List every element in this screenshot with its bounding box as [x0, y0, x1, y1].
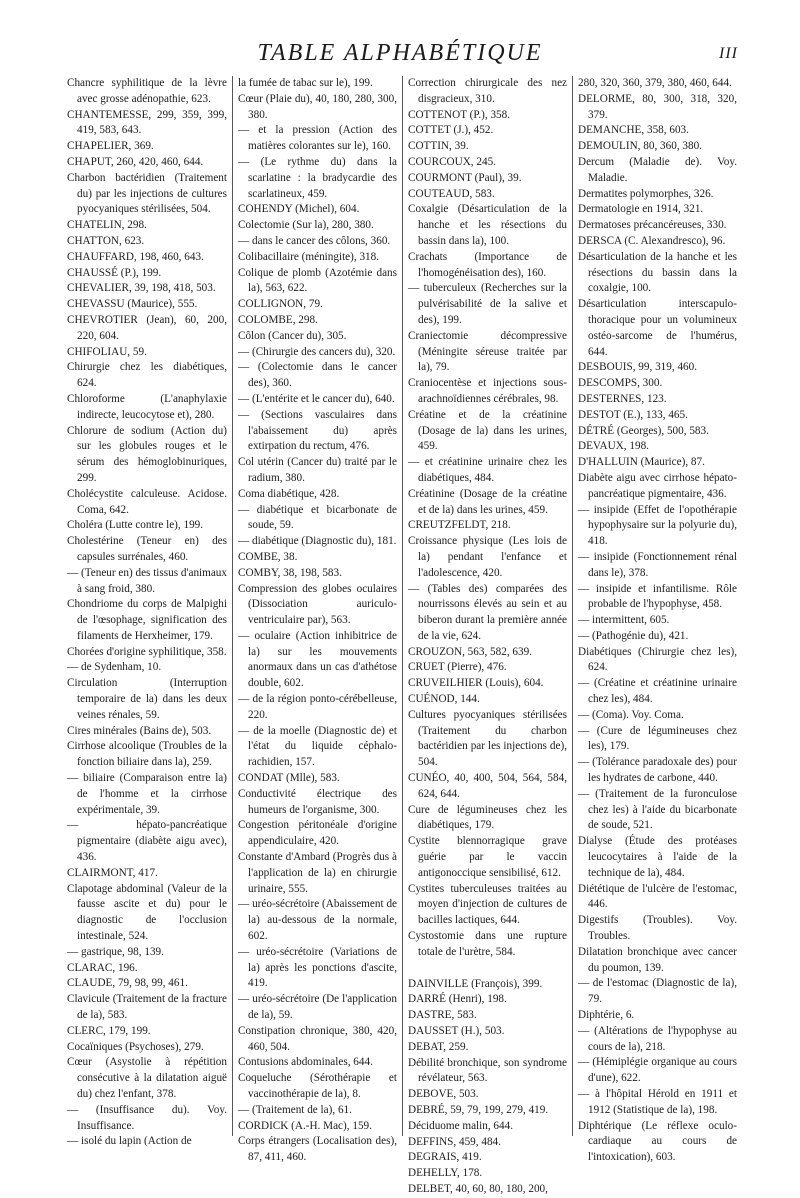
index-entry: COMBY, 38, 198, 583. [238, 566, 342, 579]
index-entry: — gastrique, 98, 139. [67, 945, 164, 958]
index-entry: DEBRÉ, 59, 79, 199, 279, 419. [408, 1104, 549, 1116]
index-entry: — hépato-pancréatique pigmentaire (diabète aigu avec), 436. [67, 819, 227, 864]
index-entry: — (Traitement de la furonculose chez les) à l'aide du bicarbonate de soude, 521. [578, 787, 737, 832]
index-entry: Diabète aigu avec cirrhose hépato-pancréatique pigmentaire, 436. [578, 471, 737, 500]
index-column-1 [62, 76, 232, 1148]
index-entry: CONDAT (Mlle), 583. [238, 772, 340, 785]
index-entry: la fumée de tabac sur le), 199. [238, 77, 373, 89]
index-entry: — (Pathogénie du), 421. [578, 629, 689, 642]
index-entry: Chorées d'origine syphilitique, 358. [67, 645, 227, 658]
index-entry: DASTRE, 583. [408, 1009, 477, 1022]
index-entry: Corps étrangers (Localisation des), 87, 411, 460. [238, 1135, 397, 1164]
index-column-2 [232, 76, 402, 1164]
index-entry: Colique de plomb (Azotémie dans la), 563, 622. [238, 266, 397, 295]
index-entry: Contusions abdominales, 644. [238, 1056, 373, 1069]
index-entry: COMBE, 38. [238, 550, 298, 563]
index-entry: — intermittent, 605. [578, 614, 670, 627]
index-column-4 [572, 76, 742, 1164]
index-entry: — (Hémiplégie organique au cours d'une), 622. [578, 1056, 737, 1085]
index-entry: Col utérin (Cancer du) traité par le radium, 380. [238, 456, 397, 484]
index-entry: Cires minérales (Bains de), 503. [67, 724, 212, 737]
index-entry: DELBET, 40, 60, 80, 180, 200, [408, 1182, 548, 1195]
index-entry: COLLIGNON, 79. [238, 298, 323, 311]
index-entry: CLERC, 179, 199. [67, 1024, 151, 1037]
index-entry: COLOMBE, 298. [238, 313, 318, 326]
index-entry: CHEVASSU (Maurice), 555. [67, 298, 198, 311]
index-entry: — diabétique (Diagnostic du), 181. [238, 535, 397, 548]
index-entry: COTTET (J.), 452. [408, 124, 494, 137]
index-entry: Débilité bronchique, son syndrome révélateur, 563. [408, 1056, 567, 1085]
index-entry: Compression des globes oculaires (Dissociation auriculo-ventriculaire par), 563. [238, 582, 397, 627]
index-entry: Cœur (Asystolie à répétition consécutive à la dilatation aiguë du) chez l'enfant, 378. [67, 1056, 227, 1100]
page-header [62, 40, 738, 80]
index-entry: — uréo-sécrétoire (De l'application de la), 59. [238, 993, 397, 1022]
index-entry: DESTERNES, 123. [578, 392, 667, 405]
index-entry: CRUET (Pierre), 476. [408, 661, 507, 674]
page-title: TABLE ALPHABÉTIQUE [257, 40, 543, 66]
index-entry: Chloroforme (L'anaphylaxie indirecte, leucocytose et), 280. [67, 392, 227, 421]
index-entry: CHATELIN, 298. [67, 219, 147, 232]
index-entry: DEVAUX, 198. [578, 440, 649, 453]
index-entry: CHANTEMESSE, 299, 359, 399, 419, 583, 643. [67, 108, 227, 137]
index-entry: Correction chirurgicale des nez disgracieux, 310. [408, 77, 567, 105]
index-entry: — (Insuffisance du). Voy. Insuffisance. [67, 1103, 227, 1132]
index-entry: Créatinine (Dosage de la créatine et de la) dans les urines, 459. [408, 487, 567, 516]
index-entry: — isolé du lapin (Action de [67, 1135, 192, 1148]
index-entry: Chirurgie chez les diabétiques, 624. [67, 361, 227, 390]
index-entry: Cultures pyocyaniques stérilisées (Traitement du charbon bactéridien par les injections de), 504. [408, 708, 567, 769]
index-entry: CHEVALIER, 39, 198, 418, 503. [67, 282, 216, 295]
index-entry: CLAIRMONT, 417. [67, 866, 158, 879]
index-columns [62, 76, 742, 1195]
index-entry: Dermatoses précancéreuses, 330. [578, 219, 727, 232]
index-entry: — (Teneur en) des tissus d'animaux à sang froid, 380. [67, 566, 227, 595]
index-entry: Coxalgie (Désarticulation de la hanche et les résections du bassin dans la), 100. [408, 203, 567, 247]
index-entry: Coma diabétique, 428. [238, 487, 340, 500]
index-entry: — de la région ponto-cérébelleuse, 220. [238, 693, 397, 721]
index-entry: COURCOUX, 245. [408, 155, 496, 168]
index-entry: — (Cure de légumineuses chez les), 179. [578, 724, 737, 753]
index-entry: DEFFINS, 459, 484. [408, 1135, 501, 1148]
index-entry: Conductivité électrique des humeurs de l'organisme, 300. [238, 787, 397, 816]
index-entry: Cœur (Plaie du), 40, 180, 280, 300, 380. [238, 92, 397, 121]
index-entry: — insipide (Fonctionnement rénal dans le), 378. [578, 550, 737, 579]
index-entry: Cocaïniques (Psychoses), 279. [67, 1040, 204, 1053]
index-entry: DESCOMPS, 300. [578, 377, 663, 390]
index-entry: Déciduome malin, 644. [408, 1119, 514, 1132]
index-entry: — de la moelle (Diagnostic de) et l'état du liquide céphalo-rachidien, 157. [238, 724, 397, 769]
index-entry: CUÉNOD, 144. [408, 693, 480, 706]
index-entry: DEHELLY, 178. [408, 1167, 483, 1180]
index-entry: — (Tolérance paradoxale des) pour les hydrates de carbone, 440. [578, 756, 737, 785]
index-entry: Dialyse (Étude des protéases leucocytaires à l'aide de la technique de la), 484. [578, 835, 737, 879]
index-entry: Charbon bactéridien (Traitement du) par les injections de cultures pyocyaniques stérilisées, 504. [67, 171, 227, 216]
index-entry: CHAUFFARD, 198, 460, 643. [67, 250, 204, 263]
index-entry: DEMANCHE, 358, 603. [578, 124, 689, 137]
index-entry: Chondriome du corps de Malpighi de l'œsophage, signification des filaments de Herxheimer, 179. [67, 598, 227, 642]
index-entry: Colibacillaire (méningite), 318. [238, 250, 380, 263]
index-entry: COHENDY (Michel), 604. [238, 203, 360, 216]
index-entry: Chlorure de sodium (Action du) sur les globules rouges et le sérum des hémoglobinuriques, 299. [67, 424, 227, 484]
index-entry: Cholestérine (Teneur en) des capsules surrénales, 460. [67, 535, 227, 563]
index-entry: Créatine et de la créatinine (Dosage de la) dans les urines, 459. [408, 408, 567, 453]
index-entry: Cystite blennorragique grave guérie par le vaccin antigonoccique sensibilisé, 612. [408, 835, 567, 879]
index-entry: Digestifs (Troubles). Voy. Troubles. [578, 914, 737, 943]
index-entry: DEBOVE, 503. [408, 1088, 479, 1101]
index-entry: — dans le cancer des côlons, 360. [238, 234, 391, 247]
index-entry: CREUTZFELDT, 218. [408, 519, 511, 532]
index-entry: CHAPELIER, 369. [67, 140, 154, 153]
index-entry: — de Sydenham, 10. [67, 661, 162, 674]
index-entry: — (Colectomie dans le cancer des), 360. [238, 361, 397, 390]
index-entry: — uréo-sécrétoire (Variations de la) après les ponctions d'ascite, 419. [238, 945, 397, 990]
index-entry: DELORME, 80, 300, 318, 320, 379. [578, 92, 737, 121]
index-entry: Diabétiques (Chirurgie chez les), 624. [578, 645, 737, 674]
index-entry: D'HALLUIN (Maurice), 87. [578, 456, 705, 469]
index-entry: — uréo-sécrétoire (Abaissement de la) au-dessous de la normale, 602. [238, 898, 397, 943]
index-entry: COURMONT (Paul), 39. [408, 171, 522, 184]
index-entry: Cholécystite calculeuse. Acidose. Coma, 642. [67, 487, 227, 516]
index-entry: Circulation (Interruption temporaire de la) dans les deux veines rénales, 59. [67, 677, 227, 721]
index-entry: DARRÉ (Henri), 198. [408, 993, 507, 1006]
index-entry: — à l'hôpital Hérold en 1911 et 1912 (Statistique de la), 198. [578, 1088, 737, 1116]
index-entry: Dercum (Maladie de). Voy. Maladie. [578, 155, 737, 184]
index-entry: COTTIN, 39. [408, 140, 469, 153]
index-entry: Diphtérique (Le réflexe oculo-cardiaque au cours de l'intoxication), 603. [578, 1119, 737, 1164]
page-number: III [719, 45, 738, 62]
index-entry: Désarticulation de la hanche et les résections du bassin dans la coxalgie, 100. [578, 250, 737, 295]
index-entry: Diphtérie, 6. [578, 1009, 635, 1022]
index-entry: DAINVILLE (François), 399. [408, 977, 543, 990]
index-entry: — (Altérations de l'hypophyse au cours de la), 218. [578, 1024, 737, 1053]
index-entry: CHEVROTIER (Jean), 60, 200, 220, 604. [67, 313, 227, 342]
index-entry: CROUZON, 563, 582, 639. [408, 645, 532, 658]
index-entry: — (Traitement de la), 61. [238, 1103, 352, 1116]
index-entry: DESBOUIS, 99, 319, 460. [578, 361, 698, 374]
index-entry: — insipide et infantilisme. Rôle probable de l'hypophyse, 458. [578, 582, 737, 611]
index-entry: Dilatation bronchique avec cancer du poumon, 139. [578, 945, 737, 974]
index-entry: Diététique de l'ulcère de l'estomac, 446. [578, 882, 737, 911]
index-entry: — oculaire (Action inhibitrice de la) sur les mouvements anormaux dans un cas d'athétose double, 602. [238, 629, 397, 690]
index-entry: — tuberculeux (Recherches sur la pulvérisabilité de la salive et des), 199. [408, 282, 567, 326]
index-entry: DEGRAIS, 419. [408, 1151, 482, 1164]
index-entry: CLAUDE, 79, 98, 99, 461. [67, 977, 188, 990]
index-entry: CLARAC, 196. [67, 961, 138, 974]
index-entry: Côlon (Cancer du), 305. [238, 329, 347, 342]
index-column-3 [402, 76, 572, 1195]
index-entry: Craniocentèse et injections sous-arachnoïdiennes cérébrales, 98. [408, 377, 567, 405]
index-entry: Cure de légumineuses chez les diabétiques, 179. [408, 803, 567, 832]
index-entry: CUNÉO, 40, 400, 504, 564, 584, 624, 644. [408, 772, 567, 800]
index-entry: DERSCA (C. Alexandresco), 96. [578, 234, 726, 247]
index-entry: CRUVEILHIER (Louis), 604. [408, 677, 544, 690]
index-entry: — (Tables des) comparées des nourrissons élevés au sein et au biberon durant la première année de la vie, 624. [408, 582, 567, 642]
index-entry: DAUSSET (H.), 503. [408, 1025, 505, 1038]
index-entry: DÉTRÉ (Georges), 500, 583. [578, 424, 709, 437]
index-entry: — (Coma). Voy. Coma. [578, 708, 684, 721]
index-entry: DESTOT (E.), 133, 465. [578, 408, 688, 421]
index-entry: — (Créatine et créatinine urinaire chez les), 484. [578, 677, 737, 706]
index-entry: — et la pression (Action des matières colorantes sur le), 160. [238, 124, 397, 153]
index-entry: — (Chirurgie des cancers du), 320. [238, 345, 396, 358]
index-entry: COTTENOT (P.), 358. [408, 108, 511, 121]
index-entry: Constante d'Ambard (Progrès dus à l'application de la) en chirurgie urinaire, 555. [238, 851, 397, 895]
index-entry [408, 961, 567, 977]
index-entry: — insipide (Effet de l'opothérapie hypophysaire sur la polyurie du), 418. [578, 503, 737, 548]
index-entry: — biliaire (Comparaison entre la) de l'homme et la cirrhose expérimentale, 39. [67, 772, 227, 816]
index-entry: Cystites tuberculeuses traitées au moyen d'injection de cultures de bacilles lactiques, 644. [408, 882, 567, 927]
index-entry: Dermatites polymorphes, 326. [578, 187, 714, 200]
index-entry: CHATTON, 623. [67, 234, 145, 247]
index-entry: 280, 320, 360, 379, 380, 460, 644. [578, 77, 732, 89]
index-entry: COUTEAUD, 583. [408, 187, 495, 200]
index-entry: CORDICK (A.-H. Mac), 159. [238, 1119, 372, 1132]
index-entry: Cirrhose alcoolique (Troubles de la fonction biliaire dans la), 259. [67, 740, 227, 769]
index-entry: DEBAT, 259. [408, 1040, 469, 1053]
index-entry: — de l'estomac (Diagnostic de la), 79. [578, 977, 737, 1006]
index-entry: Colectomie (Sur la), 280, 380. [238, 219, 374, 232]
index-entry: CHIFOLIAU, 59. [67, 345, 147, 358]
index-entry: Dermatologie en 1914, 321. [578, 203, 704, 216]
index-entry: — (Sections vasculaires dans l'abaissement du) après extirpation du rectum, 476. [238, 408, 397, 453]
index-entry: Croissance physique (Les lois de la) pendant l'enfance et l'adolescence, 420. [408, 535, 567, 579]
index-entry: Désarticulation interscapulo-thoracique pour un volumineux ostéo-sarcome de l'humérus, 644. [578, 298, 737, 358]
index-entry: DEMOULIN, 80, 360, 380. [578, 140, 702, 153]
index-entry: Cystostomie dans une rupture totale de l'urètre, 584. [408, 930, 567, 958]
index-entry: Chancre syphilitique de la lèvre avec grosse adénopathie, 623. [67, 77, 227, 105]
index-entry: — (L'entérite et le cancer du), 640. [238, 392, 395, 405]
index-entry: Craniectomie décompressive (Méningite séreuse traitée par la), 79. [408, 329, 567, 374]
index-entry: Choléra (Lutte contre le), 199. [67, 519, 204, 532]
index-entry: — et créatinine urinaire chez les diabétiques, 484. [408, 456, 567, 484]
index-entry: CHAUSSÉ (P.), 199. [67, 266, 162, 279]
index-entry: Congestion péritonéale d'origine appendiculaire, 420. [238, 819, 397, 848]
index-entry: CHAPUT, 260, 420, 460, 644. [67, 155, 204, 168]
index-entry: — diabétique et bicarbonate de soude, 59. [238, 503, 397, 532]
index-entry: Coqueluche (Sérothérapie et vaccinothérapie de la), 8. [238, 1072, 397, 1100]
index-entry: — (Le rythme du) dans la scarlatine : la bradycardie des scarlatineux, 459. [238, 155, 397, 200]
index-entry: Crachats (Importance de l'homogénéisation des), 160. [408, 250, 567, 279]
index-entry: Clavicule (Traitement de la fracture de la), 583. [67, 993, 227, 1022]
index-entry: Constipation chronique, 380, 420, 460, 504. [238, 1024, 397, 1053]
index-entry: Clapotage abdominal (Valeur de la fausse ascite et du) pour le diagnostic de l'occlusion intestinale, 524. [67, 882, 227, 943]
